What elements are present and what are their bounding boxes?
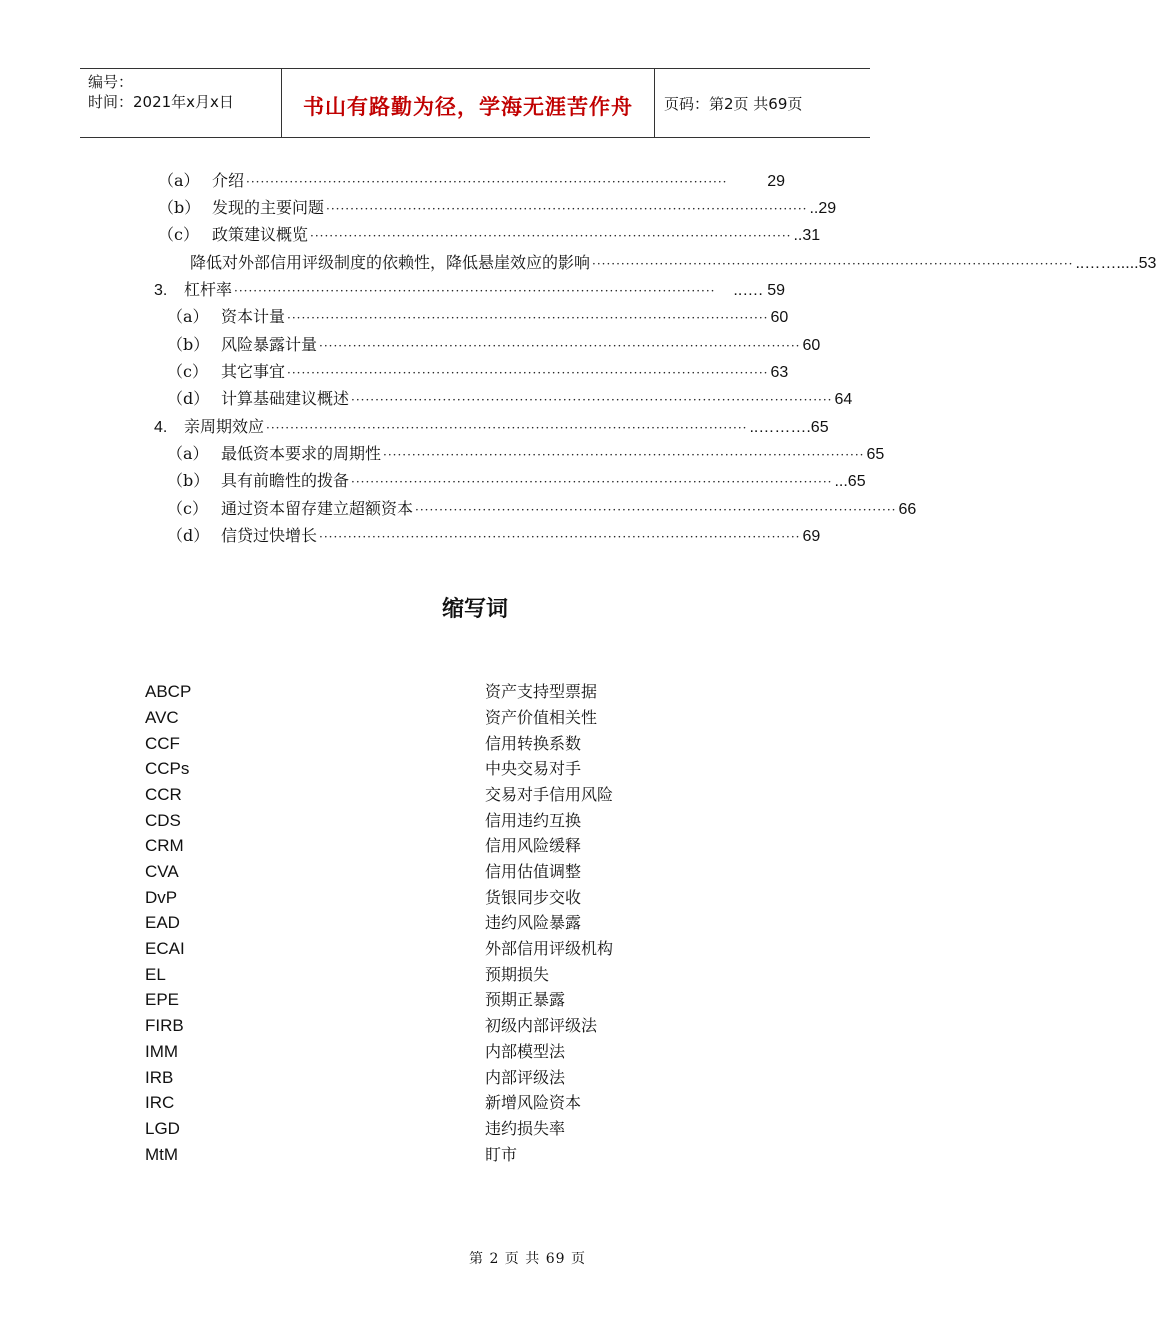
toc-marker: （d） <box>167 389 210 408</box>
toc-entry[interactable] <box>167 361 789 383</box>
toc-marker: （c） <box>158 225 199 244</box>
toc-marker: （b） <box>167 471 210 490</box>
toc-entry[interactable] <box>167 443 885 465</box>
toc-entry[interactable] <box>158 197 837 219</box>
toc-entry[interactable] <box>167 334 821 356</box>
toc-title: 其它事宜 <box>221 362 286 381</box>
abbr-term: CVA <box>145 862 179 881</box>
abbr-definition: 预期正暴露 <box>485 990 566 1009</box>
toc-leader: ···································································································· <box>310 229 792 243</box>
abbr-term: MtM <box>145 1145 179 1164</box>
toc-title: 信贷过快增长 <box>221 526 318 545</box>
abbr-term: CRM <box>145 836 184 855</box>
toc-marker: （a） <box>167 307 209 326</box>
abbr-term: IRB <box>145 1068 174 1087</box>
abbr-term: ABCP <box>145 682 192 701</box>
abbr-term: CCF <box>145 734 180 753</box>
toc-entry[interactable] <box>158 170 785 192</box>
abbr-term: ECAI <box>145 939 185 958</box>
abbr-definition: 外部信用评级机构 <box>485 939 614 958</box>
toc-page: 69 <box>802 528 821 545</box>
toc-title: 降低对外部信用评级制度的依赖性，降低悬崖效应的影响 <box>190 253 591 272</box>
toc-page: 60 <box>770 309 789 326</box>
toc-leader: ···································································································· <box>415 503 897 517</box>
toc-page: 65 <box>866 446 885 463</box>
abbr-term: LGD <box>145 1119 180 1138</box>
toc-page: ..31 <box>793 227 821 244</box>
toc-marker: （d） <box>167 526 210 545</box>
abbr-term: CCR <box>145 785 182 804</box>
toc-entry[interactable] <box>167 498 917 520</box>
toc-leader: ···································································································· <box>592 257 1074 271</box>
abbr-term: DvP <box>145 888 178 907</box>
header-meta <box>88 72 234 112</box>
toc-page: 63 <box>770 364 789 381</box>
toc-title: 风险暴露计量 <box>221 335 318 354</box>
abbr-definition: 交易对手信用风险 <box>485 785 614 804</box>
abbr-definition: 信用风险缓释 <box>485 836 582 855</box>
toc-title: 发现的主要问题 <box>212 198 325 217</box>
toc-entry[interactable] <box>154 416 829 438</box>
toc-page: ..…….....53 <box>1075 255 1156 272</box>
abbr-definition: 内部模型法 <box>485 1042 566 1061</box>
abbr-definition: 内部评级法 <box>485 1068 566 1087</box>
header-page-label: 页码：第2页 共69页 <box>664 95 803 113</box>
abbr-term: FIRB <box>145 1016 184 1035</box>
toc-marker: 3. <box>154 282 168 299</box>
toc-title: 通过资本留存建立超额资本 <box>221 499 414 518</box>
abbreviations-heading: 缩写词 <box>441 597 508 622</box>
toc-marker: （c） <box>167 362 208 381</box>
toc-title: 介绍 <box>212 171 245 190</box>
toc-title: 亲周期效应 <box>184 417 265 436</box>
abbr-term: IRC <box>145 1093 175 1112</box>
abbr-term: AVC <box>145 708 179 727</box>
header-motto: 书山有路勤为径，学海无涯苦作舟 <box>303 95 633 119</box>
abbr-term: EL <box>145 965 166 984</box>
abbr-definition: 信用估值调整 <box>485 862 582 881</box>
toc-entry[interactable] <box>167 470 866 492</box>
toc-leader: ···································································································· <box>287 366 769 380</box>
time-label: 时间：2021年x月x日 <box>88 93 234 111</box>
toc-title: 具有前瞻性的拨备 <box>221 471 350 490</box>
toc-page: 64 <box>834 391 853 408</box>
header-divider <box>654 69 655 137</box>
toc-page: ..…. 59 <box>733 282 785 299</box>
toc-page: ..……….65 <box>749 419 829 436</box>
toc-entry[interactable] <box>167 306 789 328</box>
toc-page: ..29 <box>809 200 837 217</box>
toc-leader: ···································································································· <box>266 421 748 435</box>
toc-marker: （c） <box>167 499 208 518</box>
abbr-definition: 违约损失率 <box>485 1119 566 1138</box>
toc-title: 政策建议概览 <box>212 225 309 244</box>
number-label: 编号： <box>88 73 134 91</box>
abbr-term: CCPs <box>145 759 190 778</box>
abbr-definition: 资产支持型票据 <box>485 682 598 701</box>
toc-leader: ···································································································· <box>383 448 865 462</box>
toc-marker: 4. <box>154 419 168 436</box>
toc-marker: （b） <box>158 198 201 217</box>
toc-leader: ···································································································· <box>351 393 833 407</box>
abbr-definition: 违约风险暴露 <box>485 913 582 932</box>
toc-leader: ···································································································· <box>319 530 801 544</box>
toc-entry[interactable] <box>190 252 1156 274</box>
toc-leader: ···································································································· <box>287 311 769 325</box>
abbr-term: CDS <box>145 811 181 830</box>
toc-entry[interactable] <box>154 279 785 301</box>
toc-marker: （a） <box>167 444 209 463</box>
abbr-definition: 新增风险资本 <box>485 1093 582 1112</box>
abbr-definition: 中央交易对手 <box>485 759 582 778</box>
toc-entry[interactable] <box>158 224 821 246</box>
abbr-definition: 盯市 <box>485 1145 518 1164</box>
toc-title: 资本计量 <box>221 307 286 326</box>
abbr-definition: 信用转换系数 <box>485 734 582 753</box>
abbr-definition: 信用违约互换 <box>485 811 582 830</box>
abbr-term: EAD <box>145 913 180 932</box>
abbr-term: IMM <box>145 1042 179 1061</box>
toc-leader: ···································································································· <box>351 475 833 489</box>
toc-leader: ···································································································· <box>326 202 808 216</box>
toc-title: 杠杆率 <box>184 280 233 299</box>
abbr-definition: 货银同步交收 <box>485 888 582 907</box>
abbr-term: EPE <box>145 990 180 1009</box>
abbr-definition: 资产价值相关性 <box>485 708 598 727</box>
toc-marker: （b） <box>167 335 210 354</box>
toc-title: 计算基础建议概述 <box>221 389 350 408</box>
abbr-definition: 预期损失 <box>485 965 550 984</box>
toc-marker: （a） <box>158 171 200 190</box>
toc-leader: ···································································································· <box>246 175 728 189</box>
toc-title: 最低资本要求的周期性 <box>221 444 382 463</box>
abbr-definition: 初级内部评级法 <box>485 1016 598 1035</box>
toc-entry[interactable] <box>167 525 821 547</box>
toc-page: 29 <box>767 173 785 190</box>
toc-page: 60 <box>802 337 821 354</box>
toc-page: 66 <box>898 501 917 518</box>
page-footer: 第 2 页 共 69 页 <box>469 1251 586 1267</box>
toc-leader: ···································································································· <box>234 284 716 298</box>
toc-entry[interactable] <box>167 388 853 410</box>
toc-leader: ···································································································· <box>319 339 801 353</box>
page-header <box>80 68 870 138</box>
toc-page: ...65 <box>834 473 866 490</box>
